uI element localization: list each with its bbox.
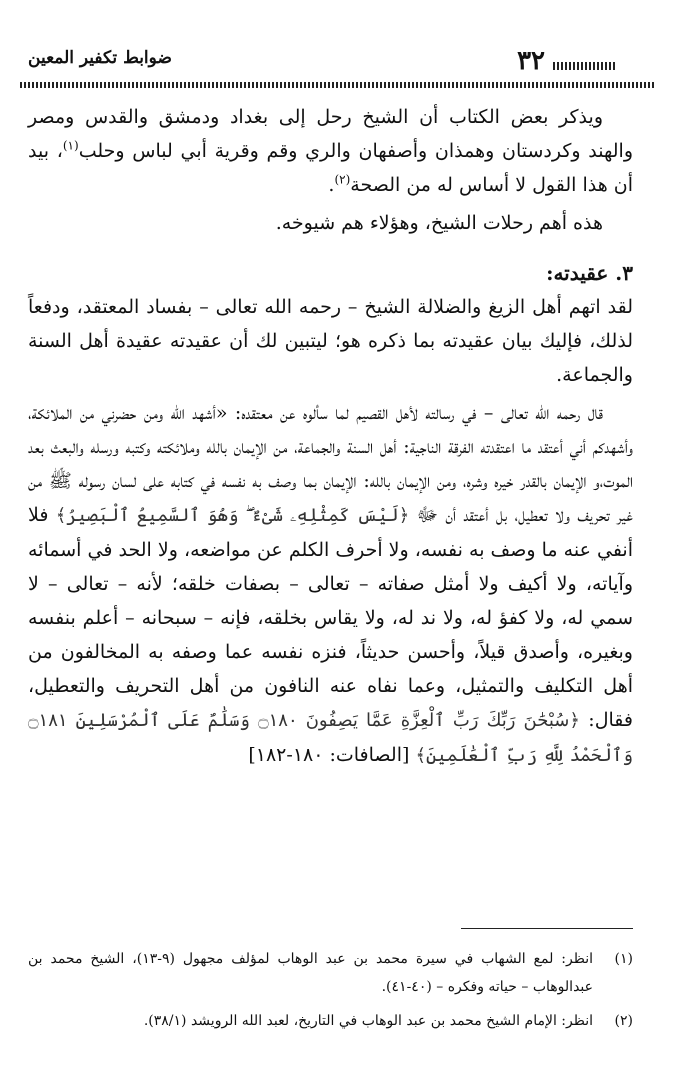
footnotes — [28, 945, 633, 1041]
paragraph-creed-quote: قال رحمه الله تعالى – في رسالته لأهل القصيم لما سألوه عن معتقده: «أشهد الله ومن حضرني من الملائكة، وأشهدكم أني أعتقد ما اعتقدته الفرقة الناجية: أهل السنة والجماعة، من الإيمان بالله وملائكته وكتبه ورسله والبعث بعد الموت،و الإيمان بالقدر خيره وشره، ومن الإيمان بالله: الإيمان بما وصف به نفسه في كتابه على لسان رسوله ﷺ من غير تحريف ولا تعطيل، بل أعتقد أن ﷻ ﴿لَيْسَ كَمِثْلِهِۦ شَىْءٌ ۖ وَهُوَ ٱلسَّمِيعُ ٱلْبَصِيرُ﴾ فلا أنفي عنه ما وصف به نفسه، ولا أحرف الكلم عن مواضعه، ولا الحد في أسمائه وآياته، ولا أكيف ولا أمثل صفاته – تعالى – بصفات خلقه؛ لأنه – تعالى – لا سمي له، ولا كفؤ له، ولا ند له، ولا يقاس بخلقه، فإنه – سبحانه – أعلم بنفسه وبغيره، وأصدق قيلاً، وأحسن حديثاً، فنزه نفسه عما وصفه به المخالفون من أهل التكليف والتمثيل، وعما نفاه عنه النافون من أهل التحريف والتعطيل، فقال: ﴿سُبْحَٰنَ رَبِّكَ رَبِّ ٱلْعِزَّةِ عَمَّا يَصِفُونَ ۝١٨٠ وَسَلَٰمٌ عَلَى ٱلْمُرْسَلِينَ ۝١٨١ وَٱلْحَمْدُ لِلَّهِ رَبِّ ٱلْعَٰلَمِينَ﴾ [الصافات: ١٨٠-١٨٢] — [28, 402, 633, 766]
footnote-text: انظر: الإمام الشيخ محمد بن عبد الوهاب في التاريخ، لعبد الله الرويشد (٣٨/١). — [143, 1013, 593, 1029]
section-heading: ٣. عقيدته: — [546, 261, 633, 285]
page-number: ٣٢ — [517, 46, 545, 76]
paragraph-summary: هذه أهم رحلات الشيخ، وهؤلاء هم شيوخه. — [275, 212, 603, 234]
footnote-ref-2[interactable]: (٢) — [334, 172, 351, 187]
footnote-number: (١) — [614, 951, 633, 967]
quran-verse-1: ﴿لَيْسَ كَمِثْلِهِۦ شَىْءٌ ۖ وَهُوَ ٱلسَّمِيعُ ٱلْبَصِيرُ﴾ — [55, 505, 410, 526]
paragraph-travels: ويذكر بعض الكتاب أن الشيخ رحل إلى بغداد ودمشق والقدس ومصر والهند وكردستان وهمذان وأصفهان والري وقم وقرية أبي لباس وحلب$^{(١)}$، بيد أن هذا القول لا أساس له من الصحة$^{(٢)}$. — [28, 106, 634, 196]
header-divider — [20, 82, 655, 88]
footnote-item — [28, 1007, 633, 1035]
main-text — [28, 100, 633, 773]
footnote-number: (٢) — [614, 1013, 633, 1029]
footnote-text: انظر: لمع الشهاب في سيرة محمد بن عبد الوهاب لمؤلف مجهول (٩-١٣)، الشيخ محمد بن عبدالوهاب – حياته وفكره – (٤٠-٤١). — [28, 951, 593, 995]
footnote-item — [28, 945, 633, 1001]
verse-reference: [الصافات: ١٨٠-١٨٢] — [248, 744, 410, 766]
footnote-ref-1[interactable]: (١) — [62, 138, 79, 153]
paragraph-creed-intro: لقد اتهم أهل الزيغ والضلالة الشيخ – رحمه الله تعالى – بفساد المعتقد، ودفعاً لذلك، فإليك بيان عقيدته بما ذكره هو؛ ليتبين لك أن عقيدته عقيدة أهل السنة والجماعة. — [28, 296, 633, 386]
footnote-divider — [461, 928, 633, 929]
running-header — [20, 42, 655, 82]
running-title: ضوابط تكفير المعين — [28, 48, 172, 68]
header-ornament — [553, 62, 615, 70]
quran-verse-2: ﴿سُبْحَٰنَ رَبِّكَ رَبِّ ٱلْعِزَّةِ عَمَّا يَصِفُونَ ۝١٨٠ وَسَلَٰمٌ عَلَى ٱلْمُرْسَلِينَ ۝١٨١ وَٱلْحَمْدُ لِلَّهِ رَبِّ ٱلْعَٰلَمِينَ﴾ — [28, 710, 633, 766]
